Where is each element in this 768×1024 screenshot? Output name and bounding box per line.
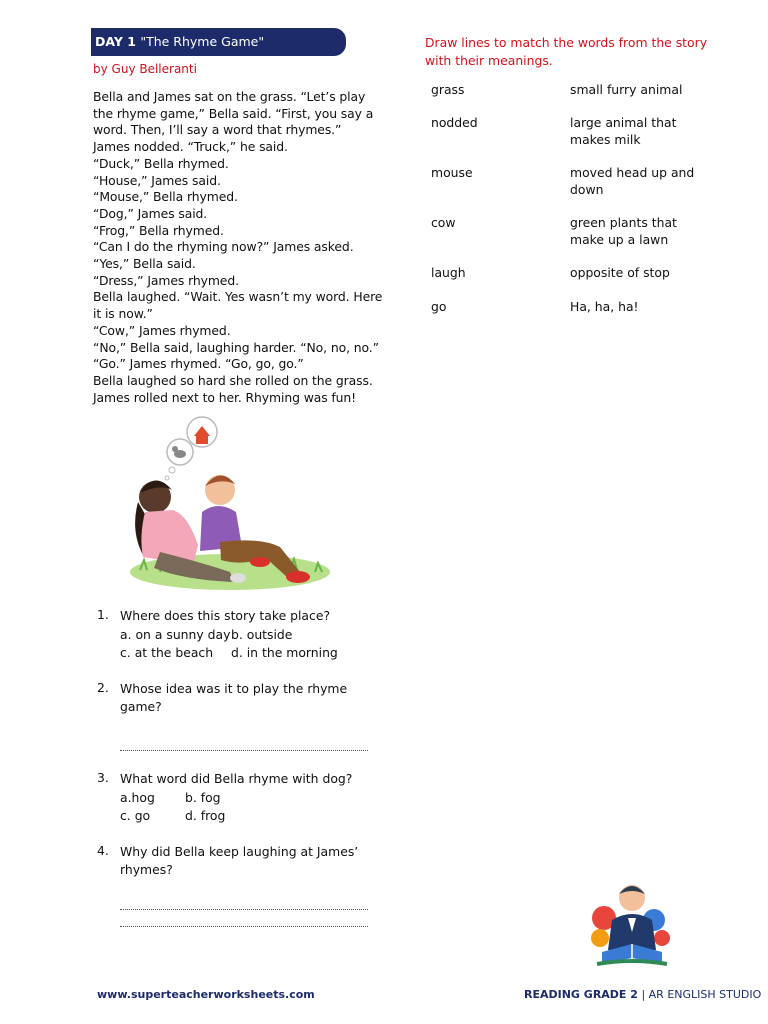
answer-option: d. in the morning <box>231 645 338 660</box>
author-byline: by Guy Belleranti <box>93 62 197 76</box>
match-meaning[interactable] <box>570 299 740 316</box>
match-meaning[interactable] <box>570 115 740 148</box>
story-line: “Dress,” James rhymed. <box>93 272 239 288</box>
question-text: Where does this story take place? <box>120 608 331 623</box>
story-line: the rhyme game,” Bella said. “First, you say a <box>93 105 374 121</box>
story-title: "The Rhyme Game" <box>140 34 265 49</box>
day-label: DAY 1 <box>95 34 136 49</box>
story-line: “House,” James said. <box>93 172 221 188</box>
footer-separator: | <box>641 988 646 1001</box>
question-text: game? <box>120 699 162 714</box>
answer-option: c. at the beach <box>120 645 214 660</box>
answer-option: d. frog <box>185 808 226 823</box>
story-line: “Cow,” James rhymed. <box>93 322 231 338</box>
answer-line[interactable] <box>120 926 368 927</box>
footer-credits <box>524 988 761 1001</box>
question-text: What word did Bella rhyme with dog? <box>120 771 353 786</box>
meaning-line: makes milk <box>570 131 641 147</box>
meaning-line: Ha, ha, ha! <box>570 299 639 314</box>
story-line: James nodded. “Truck,” he said. <box>93 139 288 155</box>
instruction-line: Draw lines to match the words from the story <box>425 35 708 50</box>
answer-option: a. on a sunny day <box>120 627 231 642</box>
meaning-line: large animal that <box>570 115 677 130</box>
story-line: Bella laughed so hard she rolled on the grass. <box>93 372 373 388</box>
footer-studio: AR ENGLISH STUDIO <box>648 988 762 1001</box>
answer-option: b. fog <box>185 790 221 805</box>
story-line: “Mouse,” Bella rhymed. <box>93 189 238 205</box>
story-line: “Can I do the rhyming now?” James asked. <box>93 239 354 255</box>
matching-instructions <box>425 34 725 70</box>
match-meaning[interactable] <box>570 82 740 99</box>
match-word[interactable]: go <box>431 299 447 314</box>
answer-option: b. outside <box>231 627 293 642</box>
story-title-bar <box>91 28 346 56</box>
match-meaning[interactable] <box>570 165 740 198</box>
footer-grade: READING GRADE 2 <box>524 988 638 1001</box>
question-number: 2. <box>97 680 109 695</box>
meaning-line: green plants that <box>570 215 677 230</box>
story-line: “Duck,” Bella rhymed. <box>93 155 229 171</box>
children-talking-illustration <box>120 412 340 597</box>
meaning-line: down <box>570 181 604 197</box>
match-meaning[interactable] <box>570 215 740 248</box>
instruction-line: with their meanings. <box>425 53 553 68</box>
meaning-line: opposite of stop <box>570 265 670 280</box>
teacher-reading-book-icon <box>582 880 682 975</box>
story-line: word. Then, I’ll say a word that rhymes.” <box>93 122 342 138</box>
match-word[interactable]: grass <box>431 82 465 97</box>
story-line: Bella laughed. “Wait. Yes wasn’t my word. Here <box>93 289 383 305</box>
story-line: “No,” Bella said, laughing harder. “No, no, no.” <box>93 339 379 355</box>
question-number: 3. <box>97 770 109 785</box>
story-line: Bella and James sat on the grass. “Let’s play <box>93 89 366 104</box>
story-line: “Frog,” Bella rhymed. <box>93 222 224 238</box>
question-text: rhymes? <box>120 862 173 877</box>
meaning-line: moved head up and <box>570 165 695 180</box>
story-line: “Dog,” James said. <box>93 205 208 221</box>
question-number: 1. <box>97 607 109 622</box>
question-text: Whose idea was it to play the rhyme <box>120 681 348 696</box>
story-line: James rolled next to her. Rhyming was fun! <box>93 389 357 405</box>
match-word[interactable]: nodded <box>431 115 478 130</box>
answer-option: c. go <box>120 808 151 823</box>
answer-option: a.hog <box>120 790 155 805</box>
story-text <box>93 89 393 406</box>
match-meaning[interactable] <box>570 265 740 282</box>
match-word[interactable]: cow <box>431 215 456 230</box>
match-word[interactable]: laugh <box>431 265 466 280</box>
question-number: 4. <box>97 843 109 858</box>
story-line: it is now.” <box>93 306 153 322</box>
answer-line[interactable] <box>120 750 368 751</box>
story-line: “Yes,” Bella said. <box>93 256 196 272</box>
footer-website[interactable]: www.superteacherworksheets.com <box>97 988 315 1001</box>
meaning-line: small furry animal <box>570 82 683 97</box>
answer-line[interactable] <box>120 909 368 910</box>
meaning-line: make up a lawn <box>570 231 669 247</box>
question-text: Why did Bella keep laughing at James’ <box>120 844 359 859</box>
story-line: “Go.” James rhymed. “Go, go, go.” <box>93 356 304 372</box>
match-word[interactable]: mouse <box>431 165 473 180</box>
